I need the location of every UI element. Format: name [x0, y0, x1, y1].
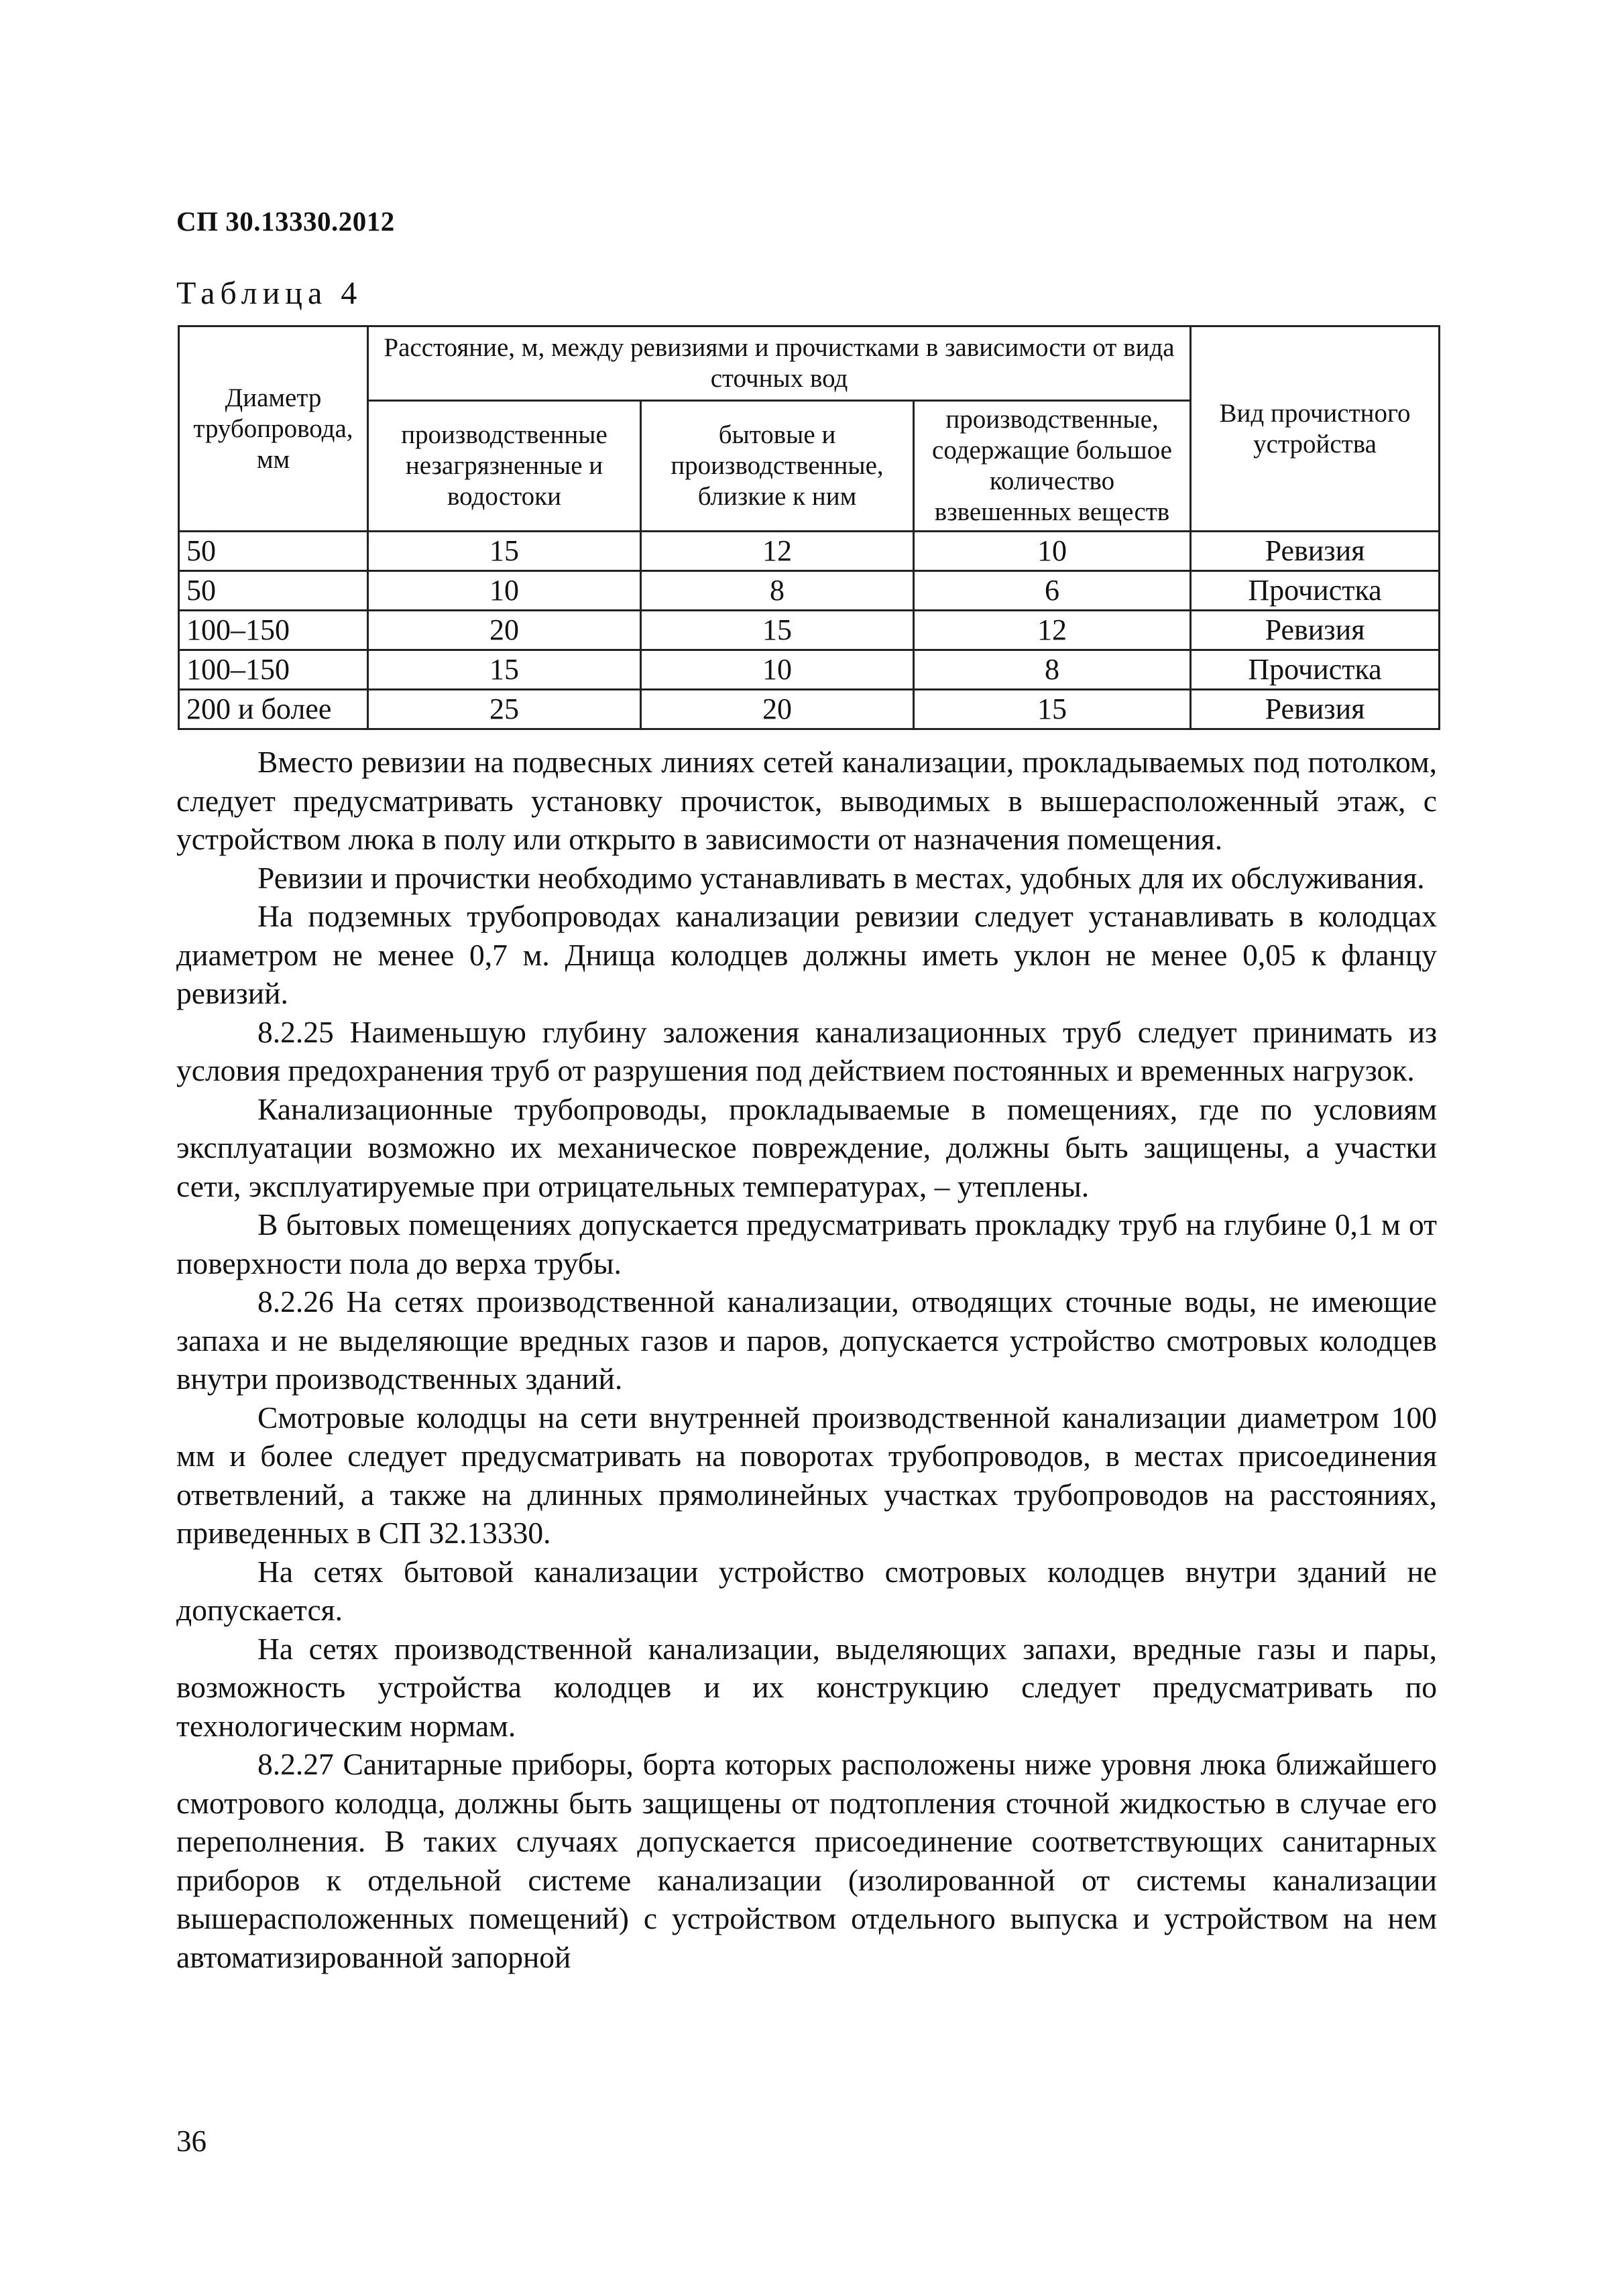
cell-diameter: 50 [179, 571, 368, 611]
cell-value: 10 [914, 532, 1191, 571]
cell-diameter: 100–150 [179, 611, 368, 650]
cell-value: 15 [641, 611, 914, 650]
cell-value: 20 [368, 611, 641, 650]
paragraph: На сетях бытовой канализации устройство смотровых колодцев внутри зданий не допускается. [176, 1554, 1437, 1627]
table-row [179, 532, 1440, 571]
table-row [179, 650, 1440, 690]
cell-device-type: Прочистка [1191, 571, 1440, 611]
cell-device-type: Ревизия [1191, 611, 1440, 650]
paragraph: Канализационные трубопроводы, прокладываемые в помещениях, где по условиям эксплуатации возможно их механическое повреждение, должны быть защищены, а участки сети, эксплуатируемые при отрицательных температурах, – утеплены. [176, 1091, 1437, 1203]
table-caption: Таблица 4 [176, 276, 363, 311]
cell-diameter: 100–150 [179, 650, 368, 690]
paragraph-clause-8-2-27: 8.2.27 Санитарные приборы, борта которых расположены ниже уровня люка ближайшего смотрового колодца, должны быть защищены от подтопления сточной жидкостью в случае его переполнения. В таких случаях допускается присоединение соответствующих санитарных приборов к отдельной системе канализации (изолированной от системы канализации вышерасположенных помещений) с устройством отдельного выпуска и устройством на нем автоматизированной запорной [176, 1747, 1437, 1974]
table-row [179, 690, 1440, 729]
paragraph: Ревизии и прочистки необходимо устанавливать в местах, удобных для их обслуживания. [257, 860, 1425, 895]
cell-device-type: Ревизия [1191, 690, 1440, 729]
cell-value: 12 [914, 611, 1191, 650]
document-code: СП 30.13330.2012 [176, 206, 395, 237]
cell-diameter: 50 [179, 532, 368, 571]
header-device-type: Вид прочистного устройства [1191, 326, 1440, 532]
cell-diameter: 200 и более [179, 690, 368, 729]
cell-value: 8 [641, 571, 914, 611]
header-industrial-suspended: производственные, содержащие большое количество взвешенных веществ [914, 401, 1191, 532]
paragraph: Вместо ревизии на подвесных линиях сетей канализации, прокладываемых под потолком, следует предусматривать установку прочисток, выводимых в вышерасположенный этаж, с устройством люка в полу или открыто в зависимости от назначения помещения. [176, 745, 1437, 856]
body-text [176, 743, 1437, 1976]
distance-table [178, 325, 1440, 730]
cell-value: 10 [368, 571, 641, 611]
cell-device-type: Ревизия [1191, 532, 1440, 571]
cell-device-type: Прочистка [1191, 650, 1440, 690]
header-distance-group: Расстояние, м, между ревизиями и прочистками в зависимости от вида сточных вод [368, 326, 1191, 401]
cell-value: 15 [368, 650, 641, 690]
paragraph-clause-8-2-25: 8.2.25 Наименьшую глубину заложения канализационных труб следует принимать из условия предохранения труб от разрушения под действием постоянных и временных нагрузок. [176, 1014, 1437, 1087]
cell-value: 10 [641, 650, 914, 690]
cell-value: 20 [641, 690, 914, 729]
cell-value: 8 [914, 650, 1191, 690]
paragraph: На подземных трубопроводах канализации ревизии следует устанавливать в колодцах диаметром не менее 0,7 м. Днища колодцев должны иметь уклон не менее 0,05 к фланцу ревизий. [176, 899, 1437, 1010]
cell-value: 15 [914, 690, 1191, 729]
cell-value: 15 [368, 532, 641, 571]
header-household: бытовые и производственные, близкие к ним [641, 401, 914, 532]
table-row [179, 611, 1440, 650]
paragraph: В бытовых помещениях допускается предусматривать прокладку труб на глубине 0,1 м от поверхности пола до верха трубы. [176, 1207, 1437, 1280]
cell-value: 25 [368, 690, 641, 729]
page-number: 36 [176, 2124, 207, 2158]
header-industrial-clean: производственные незагрязненные и водостоки [368, 401, 641, 532]
table-row [179, 571, 1440, 611]
paragraph: Смотровые колодцы на сети внутренней производственной канализации диаметром 100 мм и более следует предусматривать на поворотах трубопроводов, в местах присоединения ответвлений, а также на длинных прямолинейных участках трубопроводов на расстояниях, приведенных в СП 32.13330. [176, 1400, 1437, 1550]
header-diameter: Диаметр трубопровода, мм [179, 326, 368, 532]
paragraph-clause-8-2-26: 8.2.26 На сетях производственной канализации, отводящих сточные воды, не имеющие запаха и не выделяющие вредных газов и паров, допускается устройство смотровых колодцев внутри производственных зданий. [176, 1284, 1437, 1396]
cell-value: 12 [641, 532, 914, 571]
cell-value: 6 [914, 571, 1191, 611]
paragraph: На сетях производственной канализации, выделяющих запахи, вредные газы и пары, возможность устройства колодцев и их конструкцию следует предусматривать по технологическим нормам. [176, 1631, 1437, 1743]
